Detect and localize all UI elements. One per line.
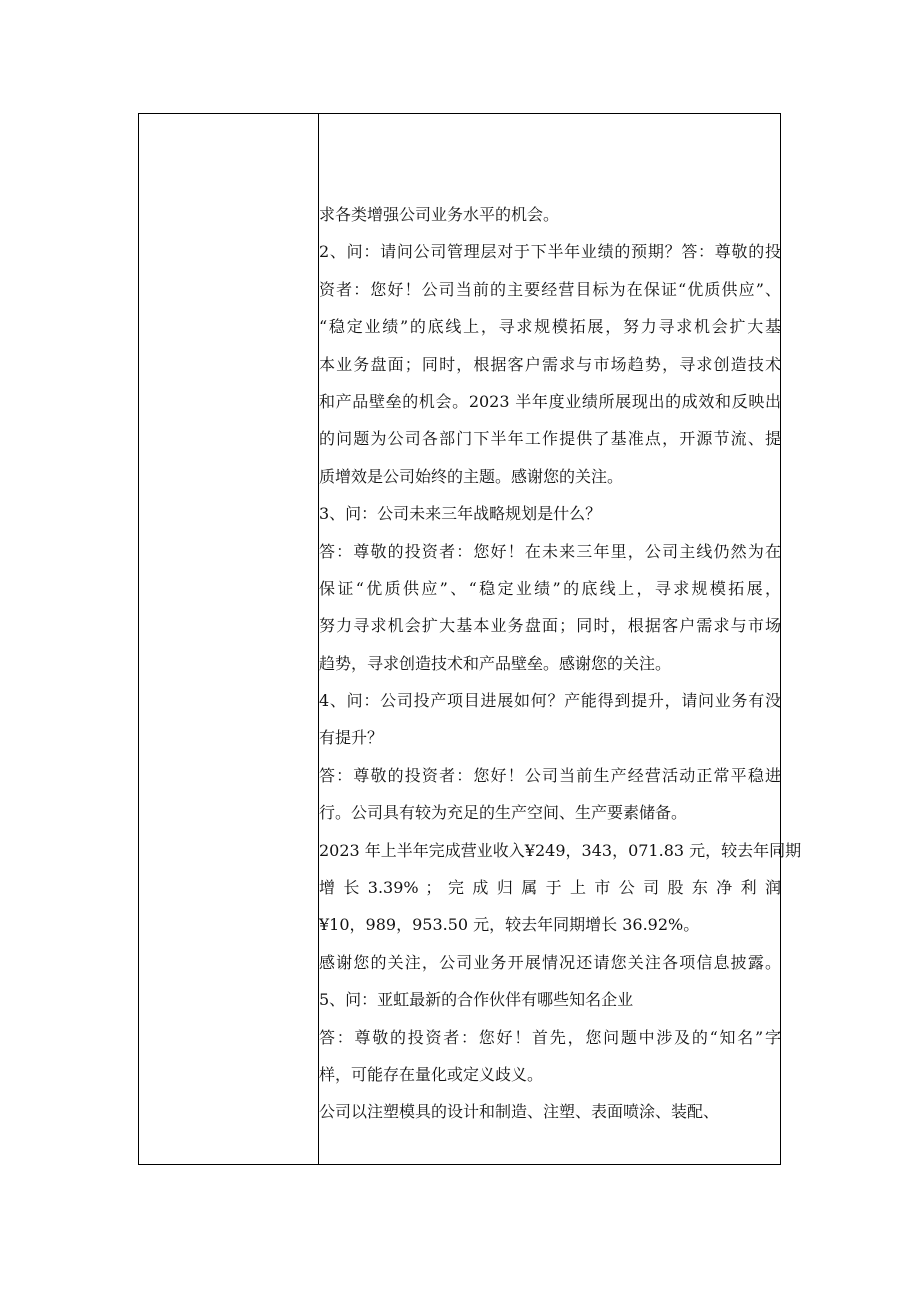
answer-text-block (319, 196, 802, 1131)
text-line: 和产品壁垒的机会。2023 半年度业绩所展现出的成效和反映出 (319, 391, 781, 411)
text-line: 有提升？ (319, 728, 384, 748)
text-line: 资者：您好！公司当前的主要经营目标为在保证“优质供应”、 (319, 279, 781, 299)
text-line: 答：尊敬的投资者：您好！在未来三年里，公司主线仍然为在 (319, 541, 781, 561)
text-line: 2、问：请问公司管理层对于下半年业绩的预期？答：尊敬的投 (319, 242, 781, 262)
table-right-column (319, 114, 802, 1164)
text-line: 答：尊敬的投资者：您好！首先，您问题中涉及的“知名”字 (319, 1027, 781, 1047)
text-line: 求各类增强公司业务水平的机会。 (319, 205, 560, 224)
text-line: 趋势，寻求创造技术和产品壁垒。感谢您的关注。 (319, 653, 672, 673)
text-line: 质增效是公司始终的主题。感谢您的关注。 (319, 466, 624, 486)
text-line: 努力寻求机会扩大基本业务盘面；同时，根据客户需求与市场 (319, 616, 781, 636)
text-line: 样，可能存在量化或定义歧义。 (319, 1064, 544, 1084)
text-line: 5、问：亚虹最新的合作伙伴有哪些知名企业 (319, 990, 634, 1010)
document-table (138, 113, 802, 1165)
text-line: 增 长 3.39% ； 完 成 归 属 于 上 市 公 司 股 东 净 利 润 (319, 878, 781, 898)
text-line: 感谢您的关注，公司业务开展情况还请您关注各项信息披露。 (319, 952, 781, 972)
table-left-column (139, 114, 319, 1164)
text-line: 的问题为公司各部门下半年工作提供了基准点，开源节流、提 (319, 429, 781, 449)
text-line: 4、问：公司投产项目进展如何？产能得到提升，请问业务有没 (319, 691, 781, 711)
text-line: 公司以注塑模具的设计和制造、注塑、表面喷涂、装配、 (319, 1102, 720, 1122)
text-line: 2023 年上半年完成营业收入¥249，343，071.83 元，较去年同期 (319, 840, 802, 860)
text-line: 本业务盘面；同时，根据客户需求与市场趋势，寻求创造技术 (319, 354, 781, 374)
text-line: 保证“优质供应”、“稳定业绩”的底线上，寻求规模拓展， (319, 578, 781, 598)
text-line: “稳定业绩”的底线上，寻求规模拓展，努力寻求机会扩大基 (319, 317, 781, 337)
text-line: 行。公司具有较为充足的生产空间、生产要素储备。 (319, 803, 688, 823)
text-line: 3、问：公司未来三年战略规划是什么？ (319, 504, 602, 524)
text-line: 答：尊敬的投资者：您好！公司当前生产经营活动正常平稳进 (319, 765, 781, 785)
text-line: ¥10，989，953.50 元，较去年同期增长 36.92%。 (319, 915, 700, 935)
